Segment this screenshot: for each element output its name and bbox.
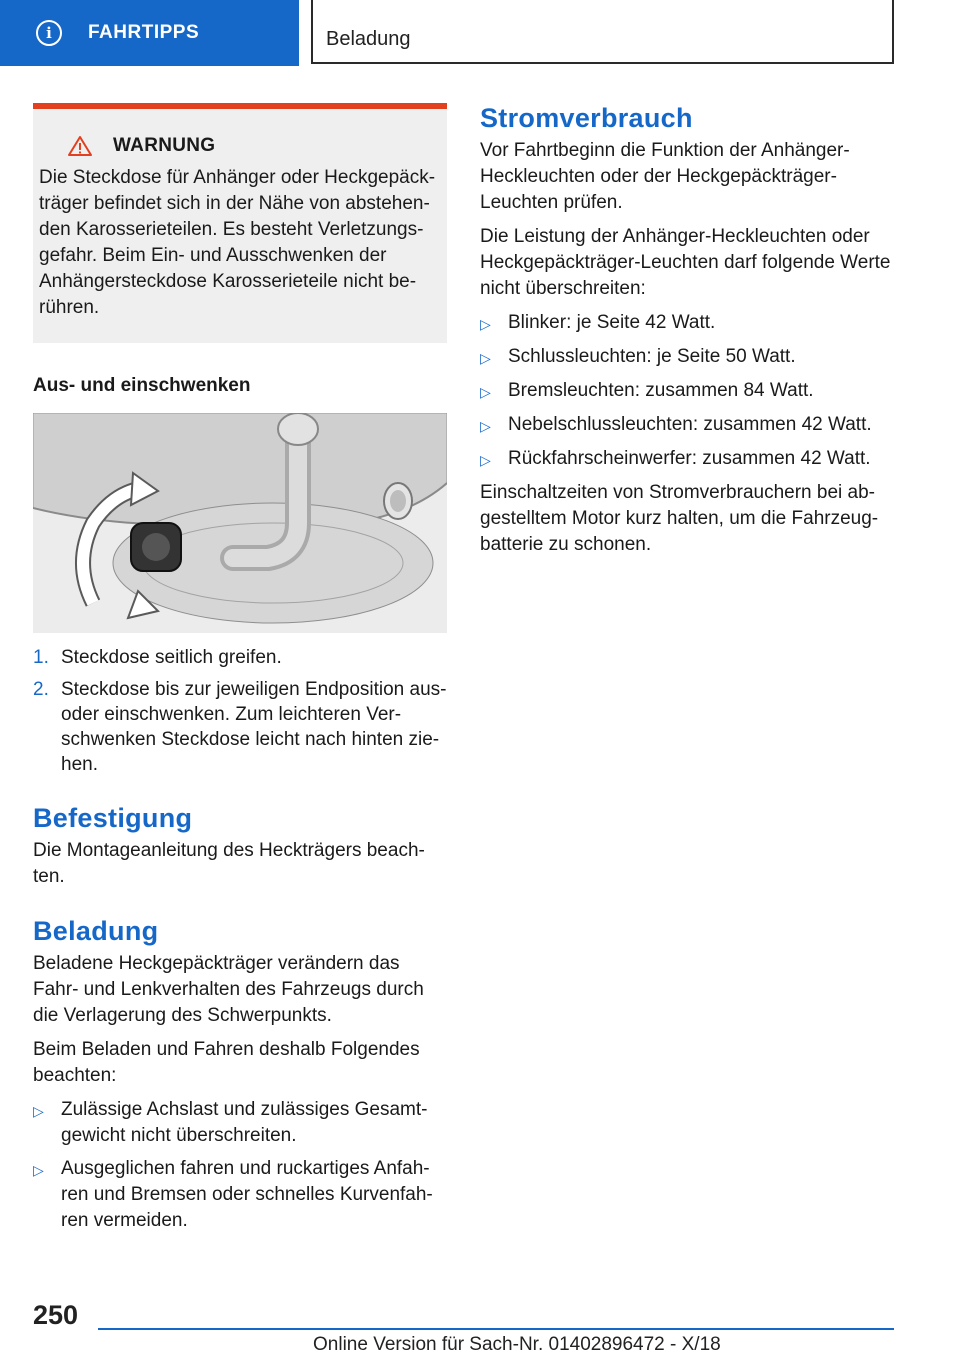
list-item [480,310,900,337]
info-icon: i [36,20,62,46]
bullet-triangle-icon: ▷ [480,452,491,468]
power-paragraph: Vor Fahrtbeginn die Funktion der Anhänger-Heckleuchten oder der Heckgepäckträger-Leuchten prüfen. [480,140,850,213]
footer-divider [98,1328,894,1330]
warning-box [33,103,447,343]
warning-header [67,135,439,157]
page-number: 250 [33,1300,79,1330]
list-item [480,446,900,473]
swing-heading: Aus- und einschwenken [33,375,251,396]
bullet-triangle-icon: ▷ [480,316,491,332]
list-item [33,645,447,670]
tow-hook-drawing [33,413,447,633]
loading-paragraph: Beladene Heckgepäckträger verändern das Fahr- und Lenkverhalten des Fahrzeugs durch die Verlagerung des Schwerpunkts. [33,953,424,1026]
bullet-triangle-icon: ▷ [33,1162,44,1178]
power-heading: Stromverbrauch [480,103,693,133]
list-item-text: Bremsleuchten: zusammen 84 Watt. [508,380,814,401]
list-item-text: Zulässige Achslast und zulässiges Gesamt-gewicht nicht überschreiten. [61,1099,428,1146]
step-text: Steckdose seitlich greifen. [61,647,282,668]
section-title: Beladung [326,28,411,50]
chapter-tab-label: FAHRTIPPS [88,22,200,43]
swing-steps [33,645,447,777]
footer-text: Online Version für Sach-Nr. 01402896472 - X/18 [313,1334,721,1355]
list-item [480,378,900,405]
list-item [33,677,447,777]
list-item-text: Blinker: je Seite 42 Watt. [508,312,716,333]
list-item [33,1156,447,1234]
power-paragraph: Einschaltzeiten von Stromverbrauchern bei ab-gestelltem Motor kurz halten, um die Fahrzeug-batterie zu schonen. [480,482,879,555]
list-item [480,412,900,439]
mounting-heading: Befestigung [33,803,193,833]
bullet-triangle-icon: ▷ [33,1103,44,1119]
mounting-text: Die Montageanleitung des Heckträgers beach-ten. [33,840,425,887]
bullet-triangle-icon: ▷ [480,384,491,400]
power-paragraph: Die Leistung der Anhänger-Heckleuchten oder Heckgepäckträger-Leuchten darf folgende Werte nicht überschreiten: [480,226,891,299]
chapter-tab[interactable] [0,0,299,66]
warning-title: WARNUNG [113,135,216,156]
list-item-text: Rückfahrscheinwerfer: zusammen 42 Watt. [508,448,871,469]
step-text: Steckdose bis zur jeweiligen Endposition aus- oder einschwenken. Zum leichteren Ver-schwenken Steckdose leicht nach hinten zie-hen. [61,679,447,775]
step-number: 2. [33,679,49,700]
list-item-text: Nebelschlussleuchten: zusammen 42 Watt. [508,414,872,435]
loading-heading: Beladung [33,916,159,946]
list-item [33,1097,447,1149]
trailer-socket-illustration [33,413,447,633]
list-item [480,344,900,371]
step-number: 1. [33,647,49,668]
warning-text: Die Steckdose für Anhänger oder Heckgepäck-träger befindet sich in der Nähe von abstehen-den Karosserieteilen. Es besteht Verletzungs-gefahr. Beim Ein- und Ausschwenken der Anhängersteckdose Karosserieteile nicht be-rühren. [39,167,436,318]
right-column [480,103,900,566]
list-item-text: Schlussleuchten: je Seite 50 Watt. [508,346,796,367]
bullet-triangle-icon: ▷ [480,350,491,366]
left-column [33,103,447,1241]
list-item-text: Ausgeglichen fahren und ruckartiges Anfah-ren und Bremsen oder schnelles Kurvenfah-ren vermeiden. [61,1158,433,1231]
loading-paragraph: Beim Beladen und Fahren deshalb Folgendes beachten: [33,1039,420,1086]
page-header [0,0,960,66]
warning-triangle-icon [67,135,93,157]
bullet-triangle-icon: ▷ [480,418,491,434]
